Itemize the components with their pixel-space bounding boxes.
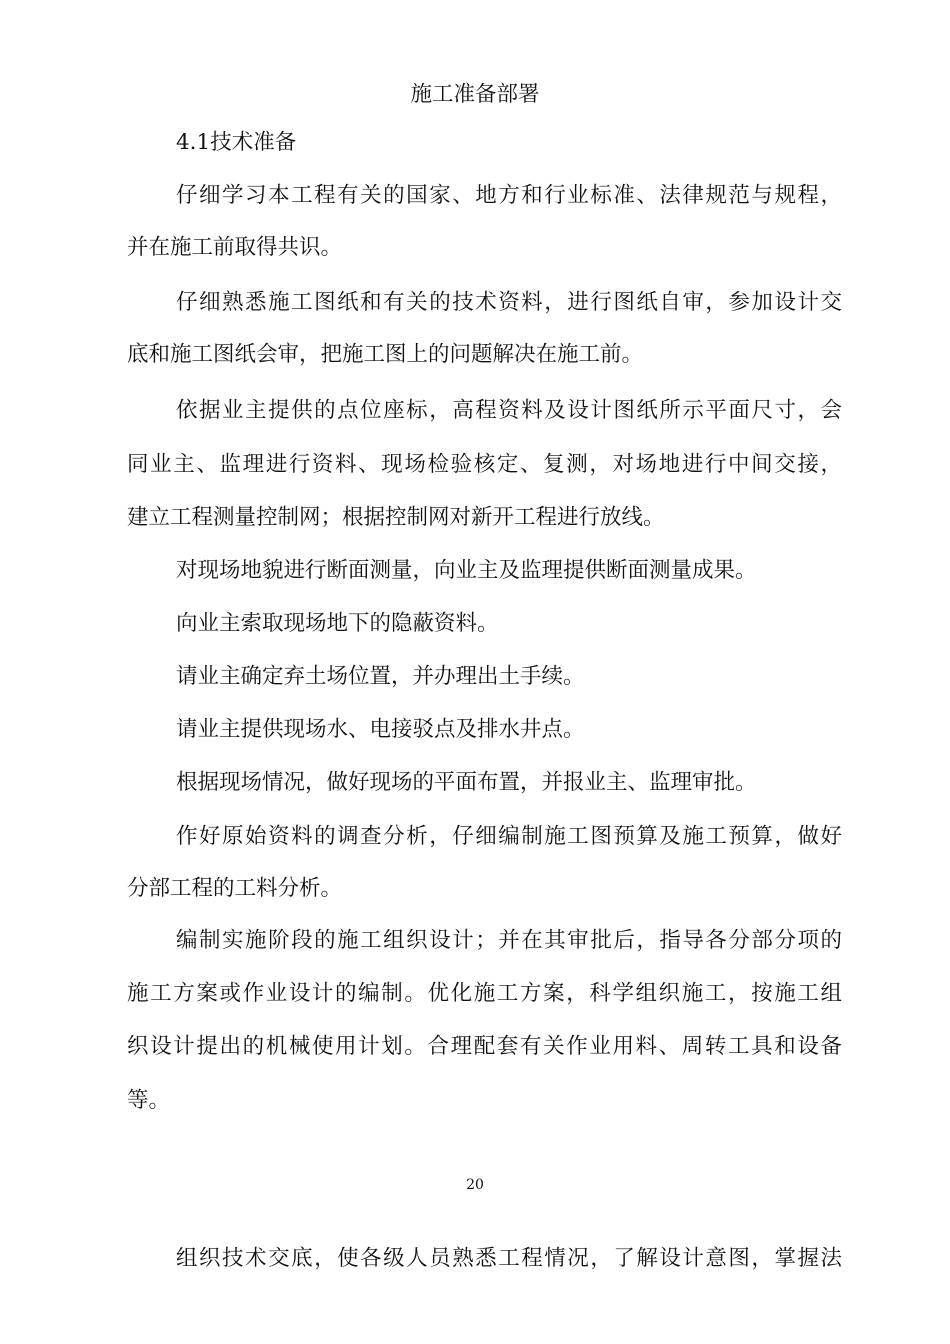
body-line: 请业主确定弃土场位置，并办理出土手续。 xyxy=(176,664,585,689)
body-line: 等。 xyxy=(127,1088,171,1113)
body-line: 施工方案或作业设计的编制。优化施工方案，科学组织施工，按施工组 xyxy=(127,981,842,1006)
body-line: 并在施工前取得共识。 xyxy=(127,235,343,260)
body-line: 向业主索取现场地下的隐蔽资料。 xyxy=(176,611,499,636)
body-line: 底和施工图纸会审，把施工图上的问题解决在施工前。 xyxy=(127,342,644,367)
body-line: 仔细熟悉施工图纸和有关的技术资料，进行图纸自审，参加设计交 xyxy=(176,290,842,315)
page-number: 20 xyxy=(466,1177,484,1193)
body-line: 同业主、监理进行资料、现场检验核定、复测，对场地进行中间交接， xyxy=(127,452,842,477)
body-line: 作好原始资料的调查分析，仔细编制施工图预算及施工预算，做好 xyxy=(176,824,842,849)
body-line: 请业主提供现场水、电接驳点及排水井点。 xyxy=(176,717,585,742)
body-line: 依据业主提供的点位座标，高程资料及设计图纸所示平面尺寸，会 xyxy=(176,398,842,423)
section-heading: 4.1技术准备 xyxy=(176,130,297,155)
body-line: 根据现场情况，做好现场的平面布置，并报业主、监理审批。 xyxy=(176,770,757,795)
body-line: 仔细学习本工程有关的国家、地方和行业标准、法律规范与规程， xyxy=(176,183,842,208)
body-line: 对现场地貌进行断面测量，向业主及监理提供断面测量成果。 xyxy=(176,558,757,583)
body-line: 建立工程测量控制网；根据控制网对新开工程进行放线。 xyxy=(127,505,665,530)
body-line: 编制实施阶段的施工组织设计；并在其审批后，指导各分部分项的 xyxy=(176,928,842,953)
next-page-line: 组织技术交底，使各级人员熟悉工程情况，了解设计意图，掌握法 xyxy=(176,1246,842,1271)
document-title: 施工准备部署 xyxy=(410,82,540,107)
body-line: 分部工程的工料分析。 xyxy=(127,876,343,901)
body-line: 织设计提出的机械使用计划。合理配套有关作业用料、周转工具和设备 xyxy=(127,1034,842,1059)
